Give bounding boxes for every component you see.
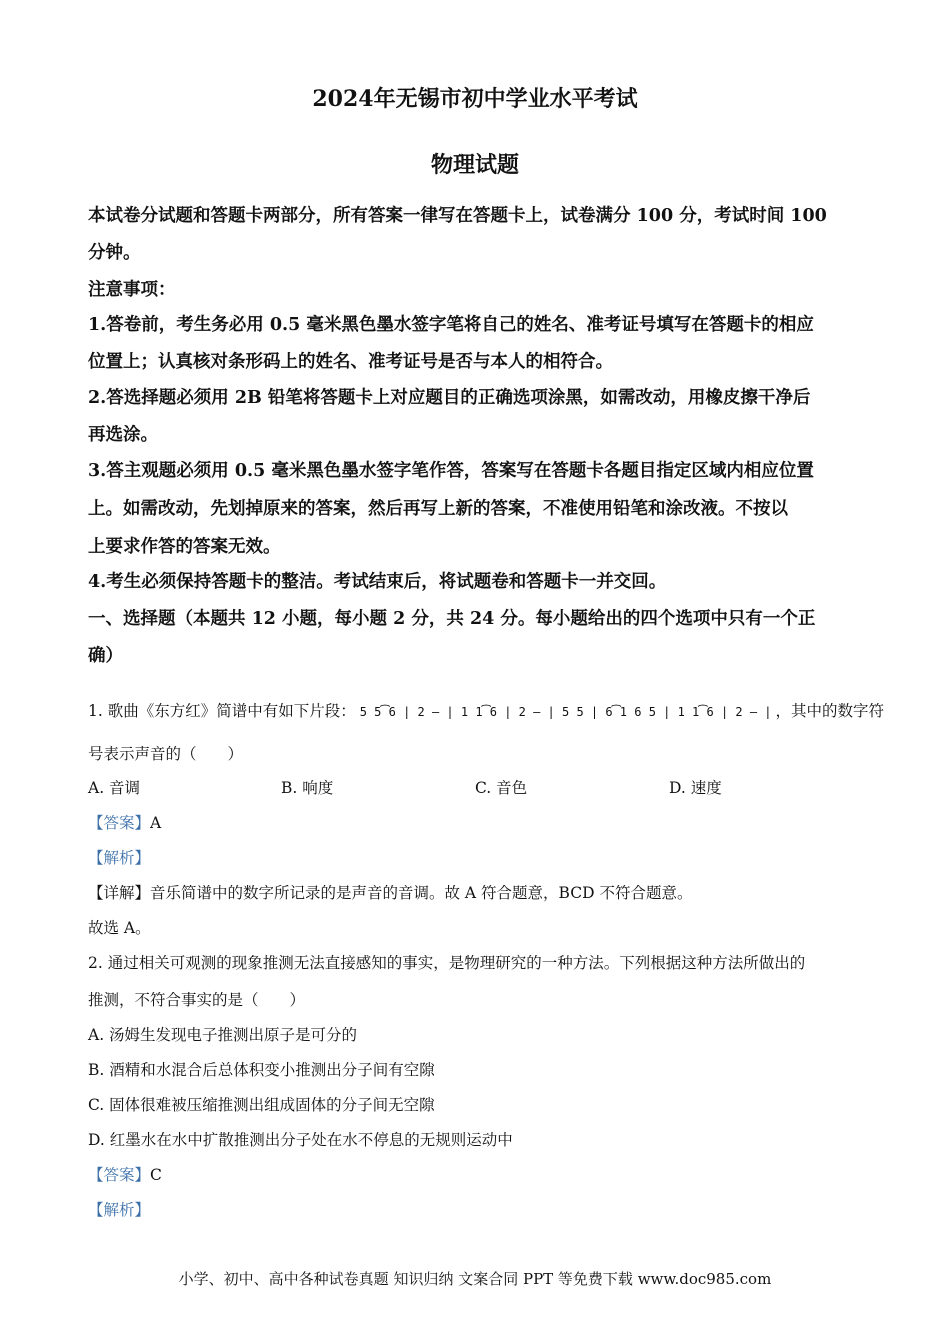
q1-stem-after: ，其中的数字符: [775, 702, 885, 720]
q1-option-a: A. 音调: [88, 779, 141, 797]
q2-option-b: B. 酒精和水混合后总体积变小推测出分子间有空隙: [88, 1061, 435, 1079]
note-2-line-1: 2.答选择题必须用 2B 铅笔将答题卡上对应题目的正确选项涂黑，如需改动，用橡皮擦干净后: [88, 388, 811, 408]
music-notation: 5 5͡6 | 2 – | 1 1͡6 | 2 – | 5 5 | 6͡1 6 5 | 1 1͡6 | 2 – |: [359, 705, 772, 719]
q2-answer: [88, 1164, 868, 1186]
q1-analysis-tag: 【解析】: [88, 849, 151, 867]
exam-title: 2024年无锡市初中学业水平考试: [312, 86, 638, 112]
q1-detail: 【详解】音乐简谱中的数字所记录的是声音的音调。故 A 符合题意，BCD 不符合题意。: [88, 884, 693, 902]
q1-answer-value: A: [150, 814, 162, 832]
q2-answer-value: C: [150, 1166, 162, 1184]
page-footer: 小学、初中、高中各种试卷真题 知识归纳 文案合同 PPT 等免费下载 www.doc985.com: [178, 1270, 772, 1288]
note-1-line-2: 位置上；认真核对条形码上的姓名、准考证号是否与本人的相符合。: [88, 352, 613, 372]
notes-heading: 注意事项：: [88, 280, 176, 300]
q2-option-c: C. 固体很难被压缩推测出组成固体的分子间无空隙: [88, 1096, 435, 1114]
q1-answer-tag: 【答案】: [88, 814, 151, 832]
q1-stem-line-1: [88, 700, 885, 723]
q2-stem-line-1: 2. 通过相关可观测的现象推测无法直接感知的事实，是物理研究的一种方法。下列根据这种方法所做出的: [88, 954, 806, 972]
q2-analysis-tag: 【解析】: [88, 1201, 151, 1219]
note-4: 4.考生必须保持答题卡的整洁。考试结束后，将试题卷和答题卡一并交回。: [88, 572, 667, 592]
q1-option-d: D. 速度: [669, 779, 722, 797]
exam-subtitle: 物理试题: [430, 152, 519, 178]
q1-option-b: B. 响度: [281, 779, 334, 797]
q2-answer-tag: 【答案】: [88, 1166, 151, 1184]
q1-answer: [88, 812, 868, 834]
intro-line-2: 分钟。: [88, 243, 141, 263]
note-1-line-1: 1.答卷前，考生务必用 0.5 毫米黑色墨水签字笔将自己的姓名、准考证号填写在答题卡的相应: [88, 315, 814, 335]
q1-stem-line-2: 号表示声音的（ ）: [88, 745, 244, 763]
intro-line-1: 本试卷分试题和答题卡两部分，所有答案一律写在答题卡上，试卷满分 100 分，考试时间 100: [88, 206, 827, 226]
q1-stem-before: 1. 歌曲《东方红》简谱中有如下片段：: [88, 702, 356, 720]
note-3-line-3: 上要求作答的答案无效。: [88, 537, 281, 557]
note-3-line-1: 3.答主观题必须用 0.5 毫米黑色墨水签字笔作答，答案写在答题卡各题目指定区域内相应位置: [88, 461, 814, 481]
q2-option-a: A. 汤姆生发现电子推测出原子是可分的: [88, 1026, 358, 1044]
note-3-line-2: 上。如需改动，先划掉原来的答案，然后再写上新的答案，不准使用铅笔和涂改液。不按以: [88, 499, 788, 519]
section-heading-line-1: 一、选择题（本题共 12 小题，每小题 2 分，共 24 分。每小题给出的四个选项中只有一个正: [88, 609, 816, 629]
note-2-line-2: 再选涂。: [88, 425, 158, 445]
q1-option-c: C. 音色: [475, 779, 528, 797]
q2-stem-line-2: 推测，不符合事实的是（ ）: [88, 991, 306, 1009]
q1-conclusion: 故选 A。: [88, 919, 151, 937]
q2-option-d: D. 红墨水在水中扩散推测出分子处在水不停息的无规则运动中: [88, 1131, 513, 1149]
section-heading-line-2: 确）: [88, 646, 123, 666]
